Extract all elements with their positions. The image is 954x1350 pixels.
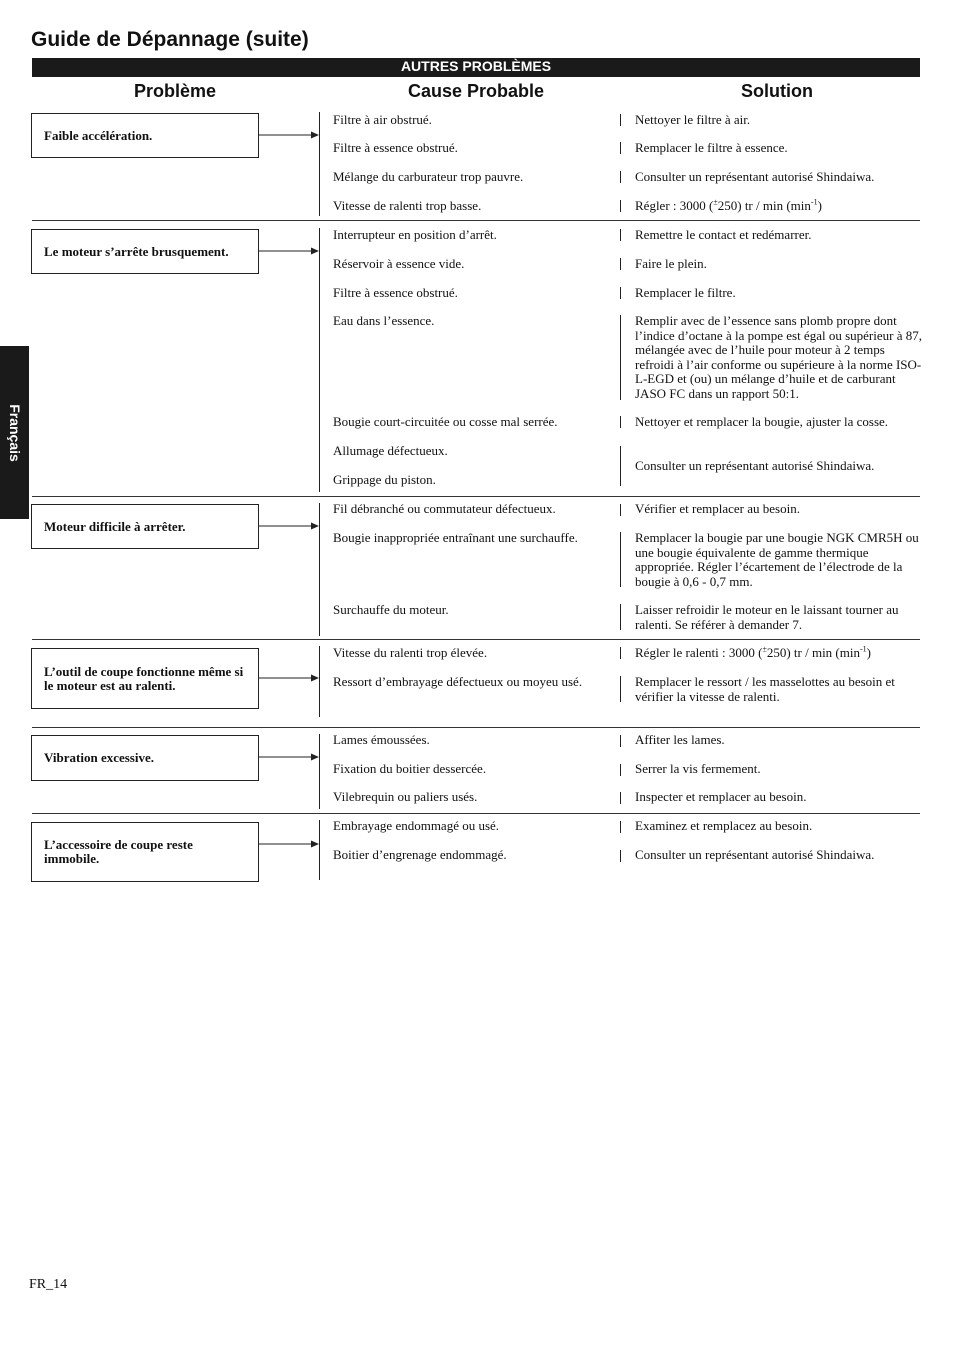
solution-tick bbox=[620, 142, 621, 154]
cause-divider bbox=[319, 734, 320, 809]
solution-item: Consulter un représentant autorisé Shindaiwa. bbox=[635, 458, 875, 473]
cause-divider bbox=[319, 646, 320, 717]
column-header-problem: Problème bbox=[133, 81, 217, 101]
cause-item: Lames émoussées. bbox=[333, 732, 430, 747]
arrow-icon bbox=[259, 752, 319, 762]
cause-item: Ressort d’embrayage défectueux ou moyeu usé. bbox=[333, 674, 583, 689]
plus-minus-sign: ± bbox=[713, 197, 718, 207]
solution-tick bbox=[620, 114, 621, 126]
solution-tick bbox=[620, 532, 621, 587]
solution-item: Examinez et remplacez au besoin. bbox=[635, 818, 813, 833]
cause-item: Vilebrequin ou paliers usés. bbox=[333, 789, 478, 804]
solution-item: Nettoyer le filtre à air. bbox=[635, 112, 751, 127]
solution-item: Remplacer la bougie par une bougie NGK CMR5H ou une bougie équivalente de gamme thermique appropriée. Régler l’écartement de l’électrode de la bougie à 0,6 - 0,7 mm. bbox=[635, 530, 919, 589]
cause-divider bbox=[319, 112, 320, 216]
section-banner: AUTRES PROBLÈMES bbox=[32, 58, 920, 77]
group-divider bbox=[32, 639, 920, 640]
group-divider bbox=[32, 220, 920, 221]
solution-item: Remplacer le filtre. bbox=[635, 285, 736, 300]
solution-tick bbox=[620, 200, 621, 212]
solution-item: Faire le plein. bbox=[635, 256, 707, 271]
solution-item: Affiter les lames. bbox=[635, 732, 725, 747]
rpm-text: 250) tr / min (min bbox=[766, 645, 860, 660]
solution-item: Remettre le contact et redémarrer. bbox=[635, 227, 812, 242]
solution-item: Nettoyer et remplacer la bougie, ajuster la cosse. bbox=[635, 414, 889, 429]
arrow-icon bbox=[259, 246, 319, 256]
solution-tick bbox=[620, 315, 621, 400]
solution-tick bbox=[620, 850, 621, 862]
column-header-cause: Cause Probable bbox=[407, 81, 545, 101]
solution-tick bbox=[620, 171, 621, 183]
solution-tick bbox=[620, 676, 621, 702]
arrow-icon bbox=[259, 839, 319, 849]
solution-tick bbox=[620, 446, 621, 486]
cause-item: Fixation du boitier dessercée. bbox=[333, 761, 487, 776]
cause-divider bbox=[319, 228, 320, 492]
problem-box: L’outil de coupe fonctionne même si le moteur est au ralenti. bbox=[31, 648, 259, 709]
solution-item: Consulter un représentant autorisé Shindaiwa. bbox=[635, 847, 875, 862]
solution-item: Remplacer le filtre à essence. bbox=[635, 140, 788, 155]
cause-item: Vitesse du ralenti trop élevée. bbox=[333, 645, 488, 660]
problem-box: Moteur difficile à arrêter. bbox=[31, 504, 259, 549]
cause-divider bbox=[319, 820, 320, 880]
exponent: -1 bbox=[810, 197, 818, 207]
solution-item: Consulter un représentant autorisé Shindaiwa. bbox=[635, 169, 875, 184]
cause-item: Surchauffe du moteur. bbox=[333, 602, 449, 617]
solution-item: Remplir avec de l’essence sans plomb propre dont l’indice d’octane à la pompe est égal ou supérieur à 87, mélangée avec de l’huile pour moteur à 2 temps refroidi à l’air conforme ou supérieure à la norme ISO-L-EGD et (ou) un mélange d’huile et de carburant JASO FC dans un rapport 50:1. bbox=[635, 313, 922, 401]
rpm-text: Régler : 3000 ( bbox=[635, 198, 714, 213]
group-divider bbox=[32, 813, 920, 814]
solution-tick bbox=[620, 821, 621, 833]
solution-item: Vérifier et remplacer au besoin. bbox=[635, 501, 800, 516]
rpm-text: Régler le ralenti : 3000 ( bbox=[635, 645, 763, 660]
cause-item: Filtre à essence obstrué. bbox=[333, 140, 458, 155]
cause-item: Vitesse de ralenti trop basse. bbox=[333, 198, 482, 213]
solution-item: Laisser refroidir le moteur en le laissant tourner au ralenti. Se référer à demander 7. bbox=[635, 602, 899, 632]
cause-item: Boitier d’engrenage endommagé. bbox=[333, 847, 507, 862]
page-title: Guide de Dépannage (suite) bbox=[31, 28, 309, 51]
cause-item: Grippage du piston. bbox=[333, 472, 436, 487]
rpm-text: ) bbox=[866, 645, 872, 660]
page-number: FR_14 bbox=[29, 1277, 68, 1292]
problem-box: Vibration excessive. bbox=[31, 735, 259, 781]
group-divider bbox=[32, 727, 920, 728]
cause-item: Filtre à air obstrué. bbox=[333, 112, 432, 127]
solution-tick bbox=[620, 764, 621, 776]
cause-item: Filtre à essence obstrué. bbox=[333, 285, 458, 300]
solution-tick bbox=[620, 504, 621, 516]
cause-item: Mélange du carburateur trop pauvre. bbox=[333, 169, 524, 184]
cause-item: Réservoir à essence vide. bbox=[333, 256, 465, 271]
problem-box: Le moteur s’arrête brusquement. bbox=[31, 229, 259, 274]
solution-item: Serrer la vis fermement. bbox=[635, 761, 761, 776]
problem-box: L’accessoire de coupe reste immobile. bbox=[31, 822, 259, 882]
group-divider bbox=[32, 496, 920, 497]
rpm-text: ) bbox=[817, 198, 822, 213]
solution-item: Remplacer le ressort / les masselottes au besoin et vérifier la vitesse de ralenti. bbox=[635, 674, 895, 704]
cause-item: Bougie inappropriée entraînant une surchauffe. bbox=[333, 530, 578, 545]
arrow-icon bbox=[259, 673, 319, 683]
solution-tick bbox=[620, 416, 621, 428]
solution-tick bbox=[620, 647, 621, 659]
solution-rpm-setting bbox=[635, 199, 923, 214]
solution-tick bbox=[620, 604, 621, 630]
cause-item: Embrayage endommagé ou usé. bbox=[333, 818, 500, 833]
plus-minus-sign: ± bbox=[762, 644, 767, 654]
cause-item: Fil débranché ou commutateur défectueux. bbox=[333, 501, 556, 516]
solution-rpm-setting bbox=[635, 646, 923, 661]
solution-tick bbox=[620, 792, 621, 804]
column-header-solution: Solution bbox=[741, 81, 813, 101]
cause-item: Allumage défectueux. bbox=[333, 443, 448, 458]
arrow-icon bbox=[259, 130, 319, 140]
solution-tick bbox=[620, 735, 621, 747]
exponent: -1 bbox=[860, 644, 867, 654]
solution-item: Inspecter et remplacer au besoin. bbox=[635, 789, 807, 804]
cause-item: Eau dans l’essence. bbox=[333, 313, 435, 328]
rpm-text: 250) tr / min (min bbox=[717, 198, 811, 213]
language-label: Français bbox=[6, 403, 23, 462]
cause-item: Interrupteur en position d’arrêt. bbox=[333, 227, 497, 242]
arrow-icon bbox=[259, 521, 319, 531]
solution-tick bbox=[620, 229, 621, 241]
solution-tick bbox=[620, 258, 621, 270]
solution-tick bbox=[620, 287, 621, 299]
cause-item: Bougie court-circuitée ou cosse mal serrée. bbox=[333, 414, 558, 429]
cause-divider bbox=[319, 503, 320, 636]
language-side-tab bbox=[0, 346, 29, 519]
problem-box: Faible accélération. bbox=[31, 113, 259, 158]
